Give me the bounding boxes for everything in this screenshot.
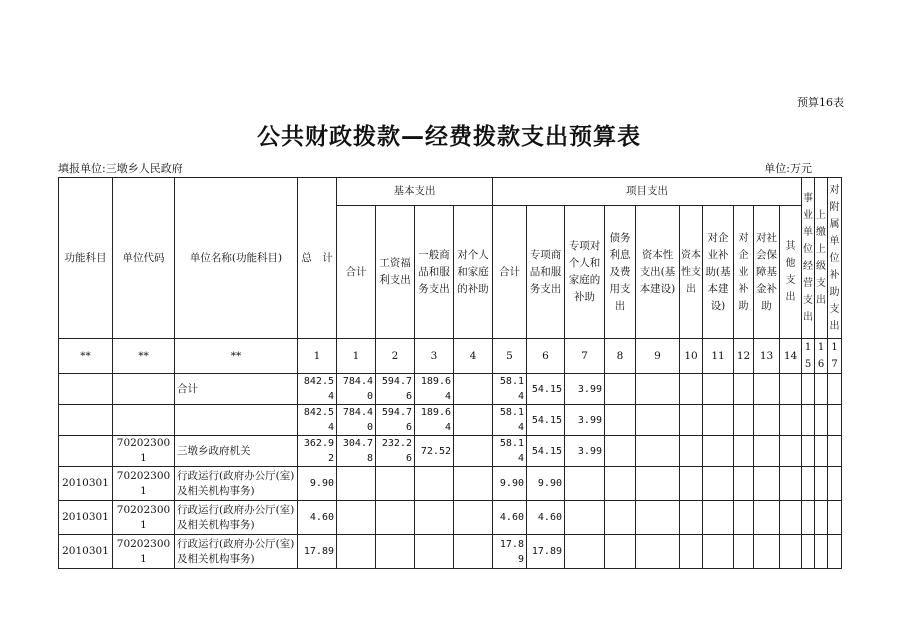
code-cell: 9 xyxy=(636,339,680,374)
cell-total: 842.54 xyxy=(298,374,337,405)
table-row xyxy=(59,436,842,467)
cell-b-personal xyxy=(454,467,493,501)
cell-code xyxy=(113,405,175,436)
header-project: 项目支出 xyxy=(493,178,802,206)
header-proj-ent: 对企业补助 xyxy=(734,206,754,339)
code-cell: 16 xyxy=(815,339,828,374)
cell-name: 三墩乡政府机关 xyxy=(175,436,298,467)
cell-code: 702023001 xyxy=(113,535,175,569)
header-proj-goods: 专项商品和服务支出 xyxy=(527,206,565,339)
header-basic-goods: 一般商品和服务支出 xyxy=(415,206,454,339)
code-cell: ** xyxy=(59,339,113,374)
cell-b-goods xyxy=(415,501,454,535)
header-proj-ent-build: 对企业补助(基本建设) xyxy=(703,206,734,339)
cell-empty xyxy=(780,405,802,436)
cell-empty xyxy=(703,501,734,535)
cell-name xyxy=(175,405,298,436)
cell-empty xyxy=(780,501,802,535)
cell-b-total xyxy=(337,467,376,501)
cell-empty xyxy=(780,436,802,467)
cell-empty xyxy=(680,467,703,501)
cell-p-goods: 4.60 xyxy=(527,501,565,535)
header-proj-capital-build: 资本性支出(基本建设) xyxy=(636,206,680,339)
code-cell: 10 xyxy=(680,339,703,374)
header-basic-personal: 对个人和家庭的补助 xyxy=(454,206,493,339)
cell-p-total: 58.14 xyxy=(493,374,527,405)
cell-empty xyxy=(680,374,703,405)
cell-empty xyxy=(754,467,780,501)
code-cell: 15 xyxy=(802,339,815,374)
cell-empty xyxy=(815,405,828,436)
cell-empty xyxy=(734,467,754,501)
table-row xyxy=(59,374,842,405)
header-total: 总 计 xyxy=(298,178,337,339)
cell-b-total xyxy=(337,535,376,569)
cell-empty xyxy=(636,467,680,501)
cell-empty xyxy=(828,467,842,501)
code-cell: 5 xyxy=(493,339,527,374)
cell-empty xyxy=(815,436,828,467)
cell-empty xyxy=(734,374,754,405)
cell-empty xyxy=(734,436,754,467)
code-cell: ** xyxy=(113,339,175,374)
cell-empty xyxy=(636,535,680,569)
header-proj-other: 其他支出 xyxy=(780,206,802,339)
cell-code xyxy=(113,374,175,405)
cell-code: 702023001 xyxy=(113,436,175,467)
cell-empty xyxy=(680,535,703,569)
cell-empty xyxy=(754,405,780,436)
cell-name: 行政运行(政府办公厅(室)及相关机构事务) xyxy=(175,501,298,535)
cell-empty xyxy=(802,436,815,467)
cell-empty xyxy=(605,405,636,436)
code-cell: 1 xyxy=(337,339,376,374)
cell-empty xyxy=(815,374,828,405)
cell-empty xyxy=(605,436,636,467)
code-cell: 1 xyxy=(298,339,337,374)
cell-code: 702023001 xyxy=(113,501,175,535)
cell-p-personal: 3.99 xyxy=(565,374,605,405)
data-rows xyxy=(59,374,842,569)
cell-p-personal xyxy=(565,467,605,501)
cell-b-goods xyxy=(415,535,454,569)
cell-empty xyxy=(802,501,815,535)
table-row xyxy=(59,535,842,569)
cell-empty xyxy=(703,535,734,569)
cell-b-goods: 189.64 xyxy=(415,374,454,405)
cell-empty xyxy=(780,535,802,569)
cell-p-personal: 3.99 xyxy=(565,436,605,467)
cell-empty xyxy=(780,467,802,501)
cell-p-goods: 54.15 xyxy=(527,405,565,436)
cell-total: 4.60 xyxy=(298,501,337,535)
header-affiliate: 对附属单位补助支出 xyxy=(828,178,842,339)
currency-unit: 单位:万元 xyxy=(764,162,812,175)
cell-empty xyxy=(802,535,815,569)
header-basic-wage: 工资福利支出 xyxy=(376,206,415,339)
reporting-unit: 填报单位:三墩乡人民政府 xyxy=(58,162,183,175)
header-unit-code: 单位代码 xyxy=(113,178,175,339)
cell-total: 362.92 xyxy=(298,436,337,467)
cell-empty xyxy=(703,374,734,405)
header-proj-debt: 债务利息及费用支出 xyxy=(605,206,636,339)
cell-b-goods xyxy=(415,467,454,501)
cell-empty xyxy=(605,535,636,569)
cell-name: 行政运行(政府办公厅(室)及相关机构事务) xyxy=(175,535,298,569)
cell-p-total: 4.60 xyxy=(493,501,527,535)
cell-empty xyxy=(703,467,734,501)
code-row xyxy=(59,339,842,374)
header-career-op: 事业单位经营支出 xyxy=(802,178,815,339)
cell-empty xyxy=(754,501,780,535)
cell-empty xyxy=(636,436,680,467)
cell-func: 2010301 xyxy=(59,535,113,569)
cell-func xyxy=(59,405,113,436)
doc-code: 预算16表 xyxy=(797,96,844,109)
cell-empty xyxy=(636,501,680,535)
header-proj-social: 对社会保障基金补助 xyxy=(754,206,780,339)
cell-p-personal xyxy=(565,501,605,535)
cell-func: 2010301 xyxy=(59,467,113,501)
cell-empty xyxy=(828,374,842,405)
cell-b-personal xyxy=(454,501,493,535)
cell-empty xyxy=(815,501,828,535)
cell-b-total: 304.78 xyxy=(337,436,376,467)
cell-empty xyxy=(734,405,754,436)
cell-p-total: 9.90 xyxy=(493,467,527,501)
cell-p-goods: 54.15 xyxy=(527,374,565,405)
cell-empty xyxy=(802,374,815,405)
cell-code: 702023001 xyxy=(113,467,175,501)
cell-empty xyxy=(780,374,802,405)
cell-empty xyxy=(680,436,703,467)
cell-empty xyxy=(680,405,703,436)
cell-b-wage: 232.26 xyxy=(376,436,415,467)
page-title: 公共财政拨款—经费拨款支出预算表 xyxy=(257,124,641,150)
header-basic-total: 合计 xyxy=(337,206,376,339)
code-cell: ** xyxy=(175,339,298,374)
header-unit-name: 单位名称(功能科目) xyxy=(175,178,298,339)
code-cell: 7 xyxy=(565,339,605,374)
cell-empty xyxy=(734,535,754,569)
cell-empty xyxy=(734,501,754,535)
cell-empty xyxy=(828,535,842,569)
cell-empty xyxy=(680,501,703,535)
cell-total: 842.54 xyxy=(298,405,337,436)
cell-empty xyxy=(802,467,815,501)
cell-empty xyxy=(754,535,780,569)
cell-empty xyxy=(828,436,842,467)
code-cell: 13 xyxy=(754,339,780,374)
cell-b-wage: 594.76 xyxy=(376,374,415,405)
cell-b-total: 784.40 xyxy=(337,405,376,436)
cell-b-goods: 189.64 xyxy=(415,405,454,436)
cell-b-total: 784.40 xyxy=(337,374,376,405)
cell-empty xyxy=(605,501,636,535)
header-proj-capital: 资本性支出 xyxy=(680,206,703,339)
cell-empty xyxy=(828,405,842,436)
code-cell: 12 xyxy=(734,339,754,374)
cell-b-wage: 594.76 xyxy=(376,405,415,436)
cell-p-goods: 54.15 xyxy=(527,436,565,467)
code-cell: 4 xyxy=(454,339,493,374)
cell-b-wage xyxy=(376,467,415,501)
cell-empty xyxy=(636,405,680,436)
code-cell: 17 xyxy=(828,339,842,374)
cell-empty xyxy=(636,374,680,405)
code-cell: 3 xyxy=(415,339,454,374)
header-proj-total: 合计 xyxy=(493,206,527,339)
cell-p-total: 17.89 xyxy=(493,535,527,569)
code-cell: 14 xyxy=(780,339,802,374)
cell-total: 17.89 xyxy=(298,535,337,569)
cell-b-personal xyxy=(454,405,493,436)
header-proj-personal: 专项对个人和家庭的补助 xyxy=(565,206,605,339)
cell-b-personal xyxy=(454,535,493,569)
header-basic: 基本支出 xyxy=(337,178,493,206)
cell-p-goods: 17.89 xyxy=(527,535,565,569)
cell-empty xyxy=(802,405,815,436)
cell-func: 2010301 xyxy=(59,501,113,535)
cell-empty xyxy=(754,374,780,405)
cell-name: 合计 xyxy=(175,374,298,405)
cell-empty xyxy=(754,436,780,467)
cell-name: 行政运行(政府办公厅(室)及相关机构事务) xyxy=(175,467,298,501)
table-row xyxy=(59,501,842,535)
cell-p-total: 58.14 xyxy=(493,436,527,467)
cell-b-wage xyxy=(376,535,415,569)
cell-b-personal xyxy=(454,374,493,405)
cell-func xyxy=(59,436,113,467)
cell-p-total: 58.14 xyxy=(493,405,527,436)
code-cell: 2 xyxy=(376,339,415,374)
cell-b-wage xyxy=(376,501,415,535)
table-row xyxy=(59,467,842,501)
cell-p-personal: 3.99 xyxy=(565,405,605,436)
cell-empty xyxy=(828,501,842,535)
table-row xyxy=(59,405,842,436)
cell-empty xyxy=(605,467,636,501)
code-cell: 11 xyxy=(703,339,734,374)
cell-b-goods: 72.52 xyxy=(415,436,454,467)
cell-total: 9.90 xyxy=(298,467,337,501)
cell-empty xyxy=(815,535,828,569)
cell-b-personal xyxy=(454,436,493,467)
code-cell: 6 xyxy=(527,339,565,374)
header-upper-pay: 上缴上级支出 xyxy=(815,178,828,339)
cell-empty xyxy=(815,467,828,501)
header-func-subject: 功能科目 xyxy=(59,178,113,339)
budget-table xyxy=(58,177,842,569)
cell-empty xyxy=(703,436,734,467)
cell-empty xyxy=(605,374,636,405)
code-cell: 8 xyxy=(605,339,636,374)
cell-b-total xyxy=(337,501,376,535)
cell-func xyxy=(59,374,113,405)
cell-p-personal xyxy=(565,535,605,569)
cell-empty xyxy=(703,405,734,436)
cell-p-goods: 9.90 xyxy=(527,467,565,501)
